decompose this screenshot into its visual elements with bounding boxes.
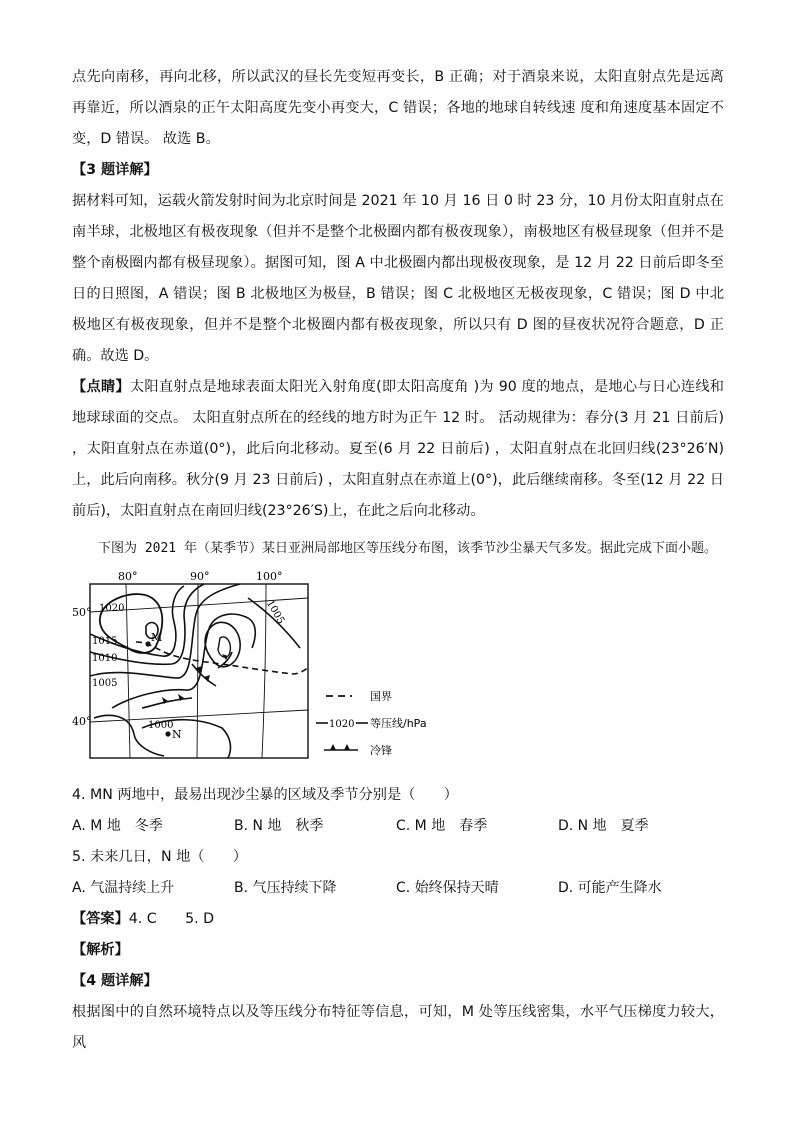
answer-line xyxy=(72,904,724,935)
isobar-map-svg xyxy=(72,568,492,778)
isobar-label-1015: 1015 xyxy=(92,636,118,647)
isobar-label-1005-left: 1005 xyxy=(92,678,118,689)
national-border xyxy=(136,642,308,674)
q5-option-b[interactable]: B. 气压持续下降 xyxy=(234,880,337,896)
q4-option-c[interactable]: C. M 地 春季 xyxy=(396,818,488,834)
question-intro: 下图为 2021 年（某季节）某日亚洲局部地区等压线分布图，该季节沙尘暴天气多发。据此完成下面小题。 xyxy=(98,541,717,556)
document-page xyxy=(72,62,724,1059)
isobar-map-figure xyxy=(72,568,724,778)
tip-text: 太阳直射点是地球表面太阳光入射角度(即太阳高度角 )为 90 度的地点，是地心与日心连线和地球球面的交点。 太阳直射点所在的经线的地方时为正午 12 时。 活动规律为：春分(3 月 21 日前后) ，太阳直射点在赤道(0°)，此后向北移动。夏至(6 月 22 日前后) ，太阳直射点在北回归线(23°26′N)上，此后向南移。秋分(9 月 23 日前后) ，太阳直射点在赤道上(0°)，此后继续南移。冬至(12 月 22 日前后)，太阳直射点在南回归线(23°26′S)上，在此之后向北移动。 xyxy=(72,379,724,519)
paragraph-q3-detail: 据材料可知，运载火箭发射时间为北京时间是 2021 年 10 月 16 日 0 时 23 分，10 月份太阳直射点在南半球，北极地区有极夜现象（但并不是整个北极圈内都有极夜现象），南极地区有极昼现象（但并不是整个南极圈内都有极昼现象）。据图可知，图 A 中北极圈内都出现极夜现象，是 12 月 22 日前后即冬至日的日照图，A 错误；图 B 北极地区为极昼，B 错误；图 C 北极地区无极夜现象，C 错误；图 D 中北极地区有极夜现象，但并不是整个北极圈内都有极夜现象，所以只有 D 图的昼夜状况符合题意，D 正确。故选 D。 xyxy=(72,193,725,364)
answer-text: 4. C 5. D xyxy=(128,911,215,927)
q5-option-d[interactable]: D. 可能产生降水 xyxy=(558,880,662,896)
parallel-40 xyxy=(90,710,308,722)
legend-cold-front-label: 冷锋 xyxy=(370,744,392,757)
cold-front-line-1 xyxy=(192,664,216,686)
lat-label-50: 50° xyxy=(72,606,92,619)
lon-label-90: 90° xyxy=(190,570,210,583)
isobar-label-1010: 1010 xyxy=(92,653,118,664)
lon-label-80: 80° xyxy=(118,570,138,583)
isobar-label-1005-right: 1005 xyxy=(263,598,287,627)
tip-label: 【点睛】 xyxy=(72,379,130,395)
analysis-label: 【解析】 xyxy=(72,942,129,958)
legend-cold-front-tri-1 xyxy=(330,744,336,750)
question-5-stem: 5. 未来几日，N 地（ ） xyxy=(72,849,248,865)
point-m-dot xyxy=(145,641,150,646)
legend-cold-front-tri-2 xyxy=(344,744,350,750)
point-n-dot xyxy=(165,731,170,736)
paragraph-2-conclusion: 点先向南移，再向北移，所以武汉的昼长先变短再变长，B 正确；对于酒泉来说，太阳直射点先是远离再靠近，所以酒泉的正午太阳高度先变小再变大，C 错误；各地的地球自转线速 度和角速度基本固定不变，D 错误。 故选 B。 xyxy=(72,69,724,147)
legend-isobar-label: 等压线/hPa xyxy=(370,717,427,730)
heading-q4-detail: 【4 题详解】 xyxy=(72,973,158,989)
q5-option-a[interactable]: A. 气温持续上升 xyxy=(72,880,175,896)
q4-option-d[interactable]: D. N 地 夏季 xyxy=(558,818,649,834)
lon-label-100: 100° xyxy=(256,570,283,583)
isobar-low-core xyxy=(218,637,230,657)
answer-label: 【答案】 xyxy=(72,911,129,927)
isobar-label-1000: 1000 xyxy=(148,720,174,731)
q4-option-a[interactable]: A. M 地 冬季 xyxy=(72,818,163,834)
point-n-label: N xyxy=(172,728,182,741)
question-4-options xyxy=(72,811,724,842)
isobar-low-closed xyxy=(205,622,240,666)
q5-option-c[interactable]: C. 始终保持天晴 xyxy=(396,880,499,896)
tip-paragraph xyxy=(72,372,724,527)
legend-isobar-sample: 1020 xyxy=(329,719,355,730)
question-4-stem: 4. MN 两地中，最易出现沙尘暴的区域及季节分别是（ ） xyxy=(72,787,458,803)
question-5-options xyxy=(72,873,724,904)
cold-front-line-3 xyxy=(142,698,192,708)
heading-q3-detail: 【3 题详解】 xyxy=(72,162,158,178)
legend-border-label: 国界 xyxy=(370,690,392,703)
isobar-label-1020: 1020 xyxy=(99,603,125,614)
lat-label-40: 40° xyxy=(72,715,92,728)
paragraph-q4-detail: 根据图中的自然环境特点以及等压线分布特征等信息，可知，M 处等压线密集，水平气压梯度力较大，风 xyxy=(72,1004,724,1051)
q4-option-b[interactable]: B. N 地 秋季 xyxy=(234,818,324,834)
point-m-label: M xyxy=(151,631,163,644)
